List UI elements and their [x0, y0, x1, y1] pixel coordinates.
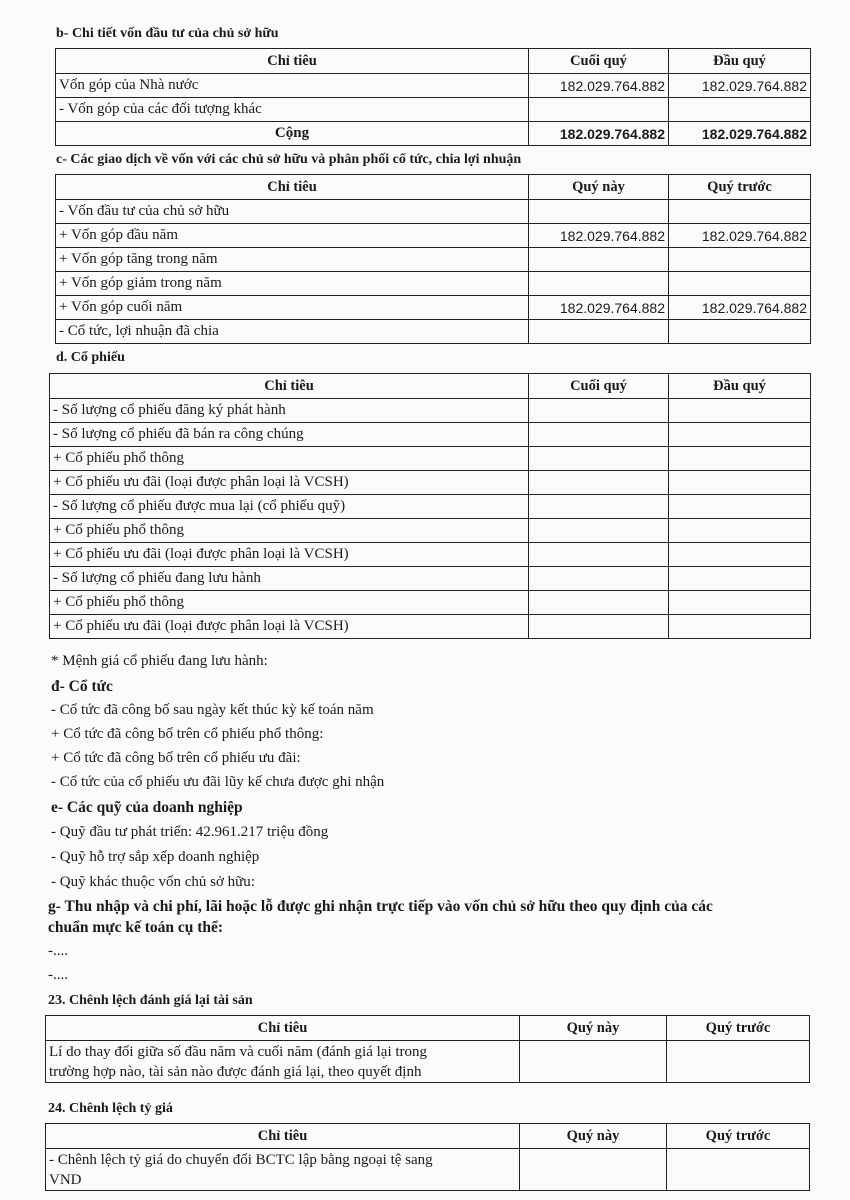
- table-row: [56, 272, 811, 296]
- row-label: + Cổ phiếu ưu đãi (loại được phân loại là VCSH): [50, 543, 529, 567]
- row-value: [669, 519, 811, 543]
- row-label: - Số lượng cổ phiếu đang lưu hành: [50, 567, 529, 591]
- section-c-heading: c- Các giao dịch về vốn với các chủ sở hữu và phân phối cổ tức, chia lợi nhuận: [56, 152, 522, 167]
- total-value: 182.029.764.882: [669, 122, 811, 146]
- row-value: [669, 591, 811, 615]
- row-value: [669, 248, 811, 272]
- table-row: [56, 224, 811, 248]
- table-row: [50, 495, 811, 519]
- header-cell: Chỉ tiêu: [50, 374, 529, 399]
- row-value: [520, 1149, 667, 1191]
- table-row: [56, 74, 811, 98]
- row-value: [667, 1041, 810, 1083]
- section-d-heading: d. Cổ phiếu: [56, 350, 125, 365]
- row-value: [669, 98, 811, 122]
- header-cell: Quý này: [529, 175, 669, 200]
- row-label: Vốn góp của Nhà nước: [56, 74, 529, 98]
- section-g-heading-line1: g- Thu nhập và chi phí, lãi hoặc lỗ được ghi nhận trực tiếp vào vốn chủ sở hữu theo quy định của các: [48, 898, 713, 915]
- header-cell: Chỉ tiêu: [56, 175, 529, 200]
- table-row: [50, 519, 811, 543]
- table-row: [50, 615, 811, 639]
- table-row: [50, 471, 811, 495]
- row-label: + Cổ phiếu ưu đãi (loại được phân loại là VCSH): [50, 615, 529, 639]
- table-header-row: [56, 49, 811, 74]
- row-value: [669, 471, 811, 495]
- section-b-heading: b- Chi tiết vốn đầu tư của chủ sở hữu: [56, 26, 279, 41]
- row-value: [529, 399, 669, 423]
- table-row: [56, 98, 811, 122]
- row-value: [529, 272, 669, 296]
- section-23-table: [45, 1015, 810, 1083]
- section-g-heading-line2: chuẩn mực kế toán cụ thể:: [48, 919, 224, 936]
- section-b-table: [55, 48, 811, 146]
- row-label: - Vốn đầu tư của chủ sở hữu: [56, 200, 529, 224]
- row-label: - Số lượng cổ phiếu được mua lại (cổ phiếu quỹ): [50, 495, 529, 519]
- dividend-line: - Cổ tức của cổ phiếu ưu đãi lũy kế chưa được ghi nhận: [51, 774, 385, 790]
- header-cell: Chỉ tiêu: [46, 1016, 520, 1041]
- row-value: [529, 567, 669, 591]
- row-value: [520, 1041, 667, 1083]
- section-24-heading: 24. Chênh lệch tỷ giá: [48, 1101, 173, 1116]
- row-value: 182.029.764.882: [669, 74, 811, 98]
- dividend-line: + Cổ tức đã công bố trên cổ phiếu phổ thông:: [51, 726, 324, 742]
- row-value: [667, 1149, 810, 1191]
- row-label: + Vốn góp tăng trong năm: [56, 248, 529, 272]
- header-cell: Cuối quý: [529, 49, 669, 74]
- row-value: 182.029.764.882: [529, 74, 669, 98]
- row-value: 182.029.764.882: [529, 296, 669, 320]
- fund-line: - Quỹ đầu tư phát triển: 42.961.217 triệu đồng: [51, 824, 329, 840]
- row-value: [669, 320, 811, 344]
- row-label-line: - Chênh lệch tỷ giá do chuyển đổi BCTC lập bằng ngoại tệ sang: [49, 1151, 433, 1168]
- header-cell: Chỉ tiêu: [46, 1124, 520, 1149]
- row-label: + Vốn góp đầu năm: [56, 224, 529, 248]
- header-cell: Quý này: [520, 1124, 667, 1149]
- row-label: - Cổ tức, lợi nhuận đã chia: [56, 320, 529, 344]
- table-row: [50, 399, 811, 423]
- table-header-row: [46, 1124, 810, 1149]
- header-cell: Chỉ tiêu: [56, 49, 529, 74]
- header-cell: Quý trước: [667, 1124, 810, 1149]
- table-row: [50, 567, 811, 591]
- row-value: 182.029.764.882: [669, 296, 811, 320]
- header-cell: Quý trước: [667, 1016, 810, 1041]
- dividend-line: + Cổ tức đã công bố trên cổ phiếu ưu đãi:: [51, 750, 301, 766]
- row-value: [529, 248, 669, 272]
- table-row: [56, 200, 811, 224]
- row-label: - Số lượng cổ phiếu đã bán ra công chúng: [50, 423, 529, 447]
- row-label: + Cổ phiếu phổ thông: [50, 447, 529, 471]
- fund-line: - Quỹ khác thuộc vốn chủ sở hữu:: [51, 874, 255, 890]
- row-value: [669, 447, 811, 471]
- section-e-heading: e- Các quỹ của doanh nghiệp: [51, 799, 243, 816]
- row-label: [46, 1041, 520, 1083]
- row-value: [529, 447, 669, 471]
- table-row: [56, 320, 811, 344]
- row-label: - Số lượng cổ phiếu đăng ký phát hành: [50, 399, 529, 423]
- header-cell: Đầu quý: [669, 374, 811, 399]
- total-label: Cộng: [56, 122, 529, 146]
- row-value: [669, 615, 811, 639]
- row-label-line: trường hợp nào, tài sản nào được đánh giá lại, theo quyết định: [49, 1063, 422, 1080]
- row-value: [529, 98, 669, 122]
- row-label: [46, 1149, 520, 1191]
- header-cell: Cuối quý: [529, 374, 669, 399]
- fund-line: - Quỹ hỗ trợ sắp xếp doanh nghiệp: [51, 849, 260, 865]
- table-row: [50, 423, 811, 447]
- row-value: [529, 543, 669, 567]
- par-value-note: * Mệnh giá cổ phiếu đang lưu hành:: [51, 653, 268, 669]
- section-c-table: [55, 174, 811, 344]
- row-label: - Vốn góp của các đối tượng khác: [56, 98, 529, 122]
- row-value: 182.029.764.882: [669, 224, 811, 248]
- row-label: + Vốn góp giảm trong năm: [56, 272, 529, 296]
- table-row: [46, 1041, 810, 1083]
- row-label: + Cổ phiếu phổ thông: [50, 591, 529, 615]
- table-row: [46, 1149, 810, 1191]
- table-header-row: [56, 175, 811, 200]
- table-row: [56, 248, 811, 272]
- total-row: [56, 122, 811, 146]
- row-value: [669, 200, 811, 224]
- table-header-row: [50, 374, 811, 399]
- header-cell: Quý trước: [669, 175, 811, 200]
- section-dd-heading: đ- Cổ tức: [51, 678, 113, 695]
- table-row: [56, 296, 811, 320]
- row-value: [669, 423, 811, 447]
- row-value: [669, 272, 811, 296]
- table-row: [50, 591, 811, 615]
- row-value: [529, 423, 669, 447]
- row-value: [669, 567, 811, 591]
- row-value: [529, 615, 669, 639]
- total-value: 182.029.764.882: [529, 122, 669, 146]
- row-value: [529, 471, 669, 495]
- row-label-line: VND: [49, 1171, 82, 1188]
- row-value: [669, 543, 811, 567]
- header-cell: Đầu quý: [669, 49, 811, 74]
- row-value: [529, 591, 669, 615]
- row-value: [669, 399, 811, 423]
- row-value: [529, 519, 669, 543]
- row-label: + Vốn góp cuối năm: [56, 296, 529, 320]
- section-d-table: [49, 373, 811, 639]
- section-23-heading: 23. Chênh lệch đánh giá lại tài sản: [48, 993, 253, 1008]
- dividend-line: - Cổ tức đã công bố sau ngày kết thúc kỳ kế toán năm: [51, 702, 374, 718]
- table-row: [50, 447, 811, 471]
- placeholder-line: -....: [48, 943, 68, 959]
- section-24-table: [45, 1123, 810, 1191]
- row-value: [669, 495, 811, 519]
- header-cell: Quý này: [520, 1016, 667, 1041]
- row-label-line: Lí do thay đổi giữa số đầu năm và cuối năm (đánh giá lại trong: [49, 1043, 428, 1060]
- row-label: + Cổ phiếu phổ thông: [50, 519, 529, 543]
- table-header-row: [46, 1016, 810, 1041]
- row-value: [529, 495, 669, 519]
- table-row: [50, 543, 811, 567]
- row-value: [529, 200, 669, 224]
- placeholder-line: -....: [48, 967, 68, 983]
- row-value: 182.029.764.882: [529, 224, 669, 248]
- row-value: [529, 320, 669, 344]
- row-label: + Cổ phiếu ưu đãi (loại được phân loại là VCSH): [50, 471, 529, 495]
